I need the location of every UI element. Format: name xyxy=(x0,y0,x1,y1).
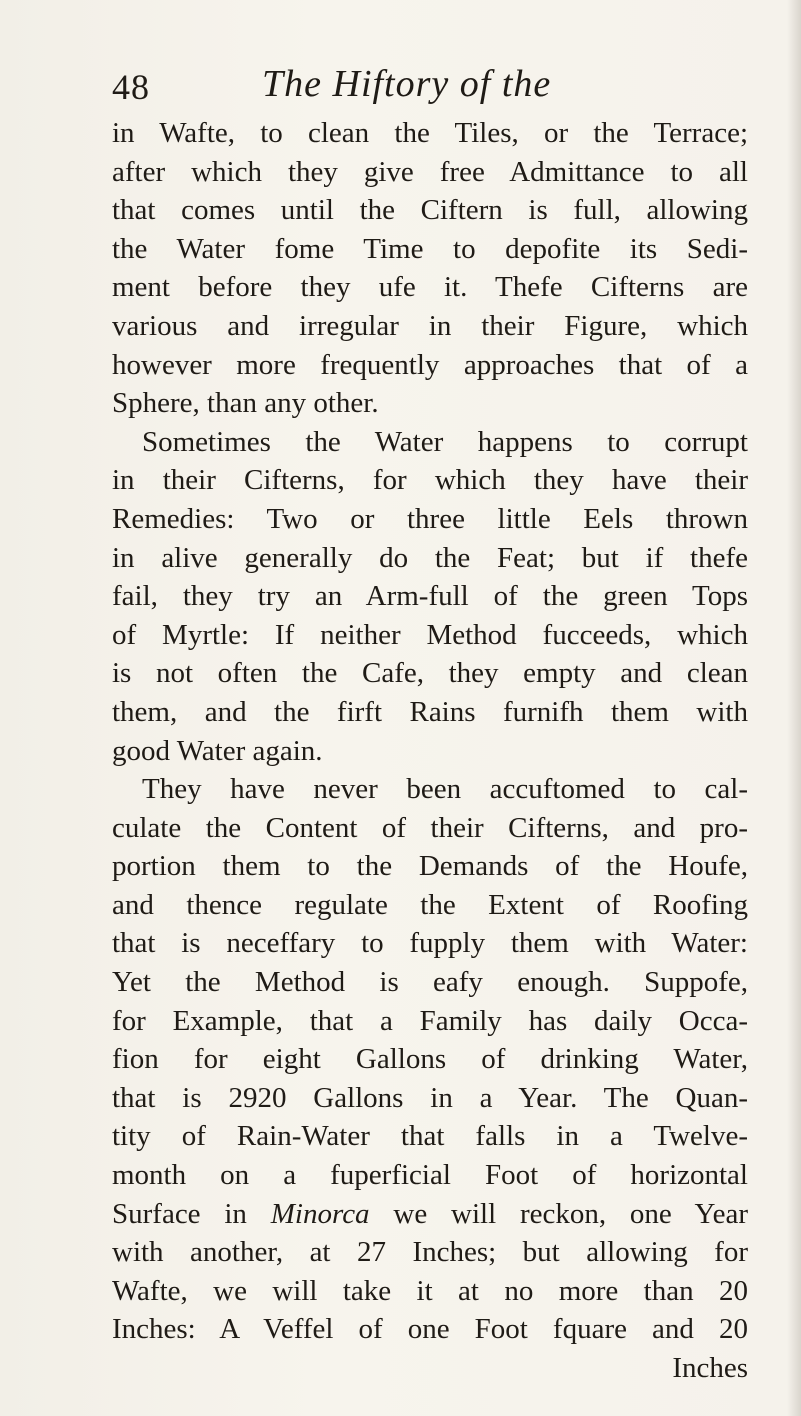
text-line: portion them to the Demands of the Houfe, xyxy=(112,850,748,883)
text-line: Remedies: Two or three little Eels thrown xyxy=(112,502,748,535)
text-line: month on a fuperficial Foot of horizontal xyxy=(112,1159,748,1192)
text-line: however more frequently approaches that of a xyxy=(112,348,748,381)
running-title: The Hiftory of the xyxy=(262,63,552,105)
page-header xyxy=(112,62,732,112)
text-line: and thence regulate the Extent of Roofing xyxy=(112,888,748,921)
catchword: Inches xyxy=(672,1352,748,1384)
text-line: various and irregular in their Figure, which xyxy=(112,309,748,342)
text-line: ment before they ufe it. Thefe Cifterns are xyxy=(112,271,748,304)
text-line: in alive generally do the Feat; but if thefe xyxy=(112,541,748,574)
text-line: that is neceffary to fupply them with Water: xyxy=(112,927,748,960)
text-line: the Water fome Time to depofite its Sedi- xyxy=(112,232,748,265)
page-number: 48 xyxy=(112,67,150,107)
italic-place-name: Minorca xyxy=(270,1197,370,1230)
text-line: in Wafte, to clean the Tiles, or the Terrace; xyxy=(112,117,748,149)
text-line: fail, they try an Arm-full of the green Tops xyxy=(112,580,748,613)
text-segment: we will reckon, one Year xyxy=(369,1197,748,1230)
text-line: with another, at 27 Inches; but allowing for xyxy=(112,1236,748,1269)
text-line: that is 2920 Gallons in a Year. The Quan- xyxy=(112,1081,748,1114)
text-line: after which they give free Admittance to all xyxy=(112,155,748,188)
text-line: them, and the firft Rains furnifh them with xyxy=(112,695,748,728)
text-line: is not often the Cafe, they empty and clean xyxy=(112,657,748,690)
body-text xyxy=(112,114,748,1388)
text-segment: Surface in xyxy=(112,1197,271,1230)
text-line: Wafte, we will take it at no more than 20 xyxy=(112,1274,748,1307)
text-line: Inches: A Veffel of one Foot fquare and 20 xyxy=(112,1313,748,1346)
page-edge-shadow xyxy=(787,0,801,1416)
text-line-with-italic xyxy=(112,1195,748,1234)
text-line: tity of Rain-Water that falls in a Twelve- xyxy=(112,1120,748,1153)
text-line: good Water again. xyxy=(112,734,323,767)
text-line: Sphere, than any other. xyxy=(112,387,379,420)
text-line: fion for eight Gallons of drinking Water, xyxy=(112,1043,748,1076)
text-line: that comes until the Ciftern is full, allowing xyxy=(112,194,748,227)
text-line: for Example, that a Family has daily Occa- xyxy=(112,1004,748,1037)
text-line: in their Cifterns, for which they have their xyxy=(112,464,748,497)
text-line: of Myrtle: If neither Method fucceeds, which xyxy=(112,618,748,651)
text-line: Yet the Method is eafy enough. Suppofe, xyxy=(112,966,748,999)
text-line: culate the Content of their Cifterns, and pro- xyxy=(112,811,748,844)
paragraph-first-line: They have never been accuftomed to cal- xyxy=(142,773,748,806)
paragraph-first-line: Sometimes the Water happens to corrupt xyxy=(142,425,748,458)
